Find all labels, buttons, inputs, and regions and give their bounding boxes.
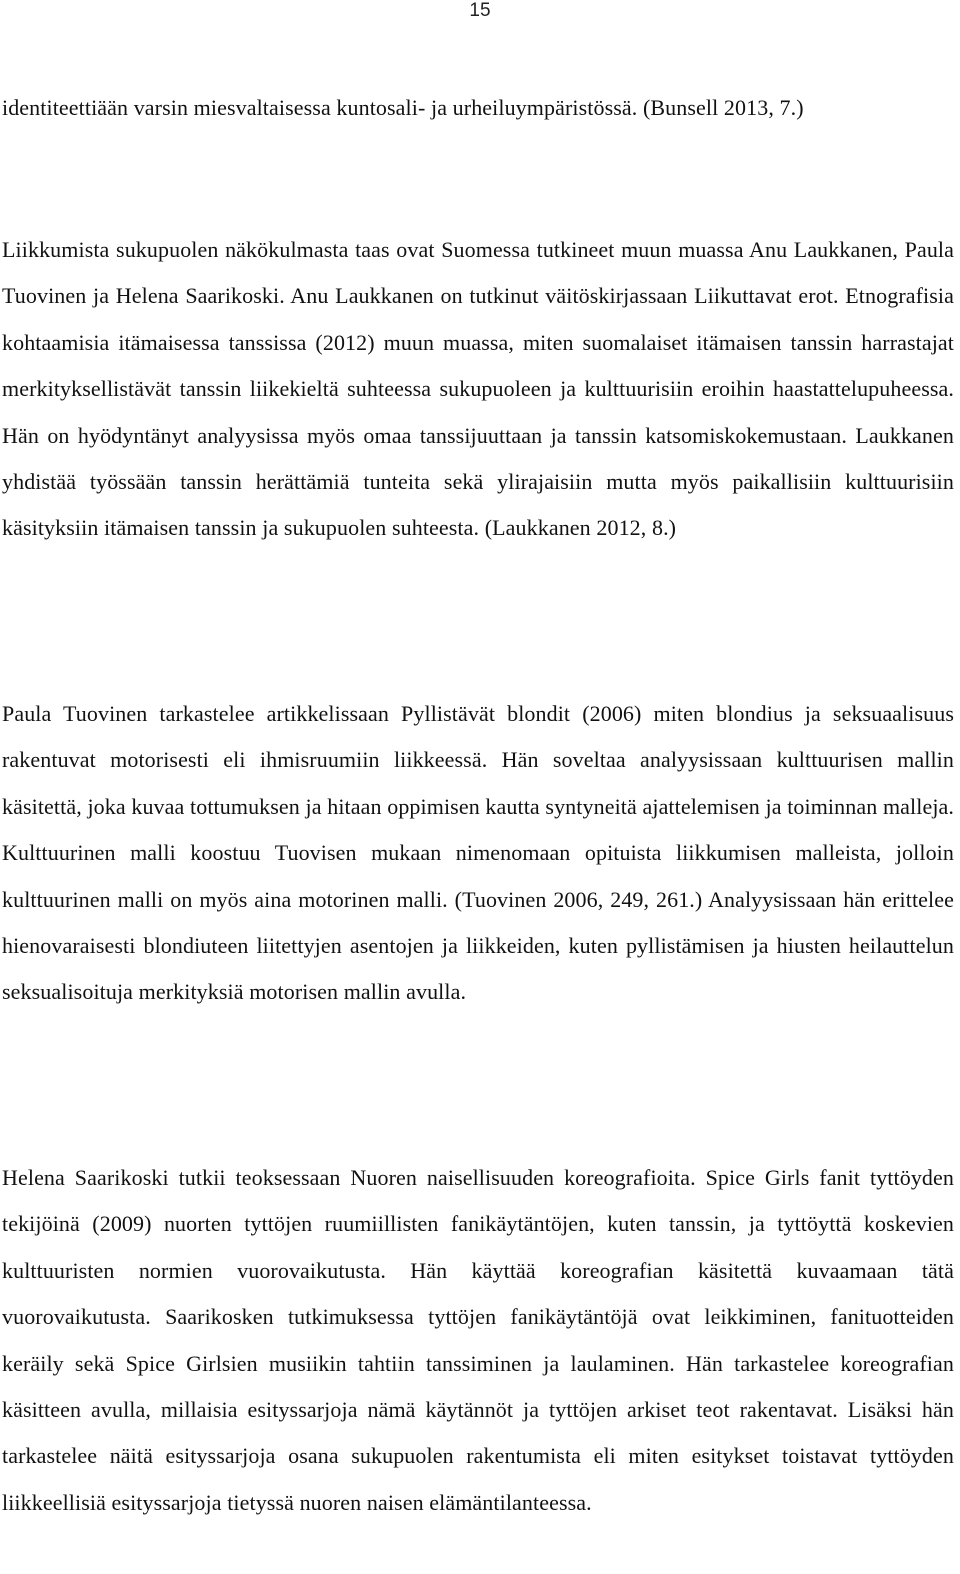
paragraph-saarikoski	[2, 1155, 954, 1526]
paragraph-text-before-title: Paula Tuovinen tarkastelee artikkelissaan	[2, 701, 402, 726]
work-title-saarikoski: Nuoren naisellisuuden koreografioita. Spice Girls fanit tyttöyden tekijöinä	[2, 1165, 954, 1237]
paragraph-text-after-title: (2009) nuorten tyttöjen ruumiillisten fanikäytäntöjen, kuten tanssin, ja tyttöyttä koskevien kulttuuristen normien vuorovaikutusta. Hän käyttää koreografian käsitettä kuvaamaan tätä vuorovaikutusta. Saarikosken tutkimuksessa tyttöjen fanikäytäntöjä ovat leikkiminen, fanituotteiden keräily sekä Spice Girlsien musiikin tahtiin tanssiminen ja laulaminen. Hän tarkastelee koreografian käsitteen avulla, millaisia esityssarjoja nämä käytännöt ja tyttöjen arkiset teot rakentavat. Lisäksi hän tarkastelee näitä esityssarjoja osana sukupuolen rakentumista eli miten esitykset toistavat tyttöyden liikkeellisiä esityssarjoja tietyssä nuoren naisen elämäntilanteessa.	[2, 1211, 954, 1515]
work-title-laukkanen: Liikuttavat erot. Etnografisia kohtaamisia itämaisessa tanssissa	[2, 283, 954, 355]
page-number: 15	[469, 0, 491, 21]
paragraph-text-before-title: Helena Saarikoski tutkii teoksessaan	[2, 1165, 351, 1190]
paragraph-laukkanen	[2, 227, 954, 552]
work-title-tuovinen: Pyllistävät blondit	[401, 701, 571, 726]
paragraph-text-after-title: (2012) muun muassa, miten suomalaiset itämaisen tanssin harrastajat merkityksellistävät tanssin liikekieltä suhteessa sukupuoleen ja kulttuurisiin eroihin haastattelupuheessa. Hän on hyödyntänyt analyysissa myös omaa tanssijuuttaan ja tanssin katsomiskokemustaan. Laukkanen yhdistää työssään tanssin herättämiä tunteita sekä ylirajaisiin mutta myös paikallisiin kulttuurisiin käsityksiin itämaisen tanssin ja sukupuolen suhteesta. (Laukkanen 2012, 8.)	[2, 329, 955, 541]
paragraph-text: identiteettiään varsin miesvaltaisessa kuntosali- ja urheiluympäristössä. (Bunsell 2013, 7.)	[2, 95, 804, 120]
paragraph-text-after-title: (2006) miten blondius ja seksuaalisuus rakentuvat motorisesti eli ihmisruumiin liikkeessä. Hän soveltaa analyysissaan kulttuurisen mallin käsitettä, joka kuvaa tottumuksen ja hitaan oppimisen kautta syntyneitä ajattelemisen ja toiminnan malleja. Kulttuurinen malli koostuu Tuovisen mukaan nimenomaan opituista liikkumisen malleista, jolloin kulttuurinen malli on myös aina motorinen malli. (Tuovinen 2006, 249, 261.) Analyysissaan hän erittelee hienovaraisesti blondiuteen liitettyjen asentojen ja liikkeiden, kuten pyllistämisen ja hiusten heilauttelun seksualisoituja merkityksiä motorisen mallin avulla.	[2, 701, 954, 1005]
paragraph-tuovinen	[2, 691, 954, 1016]
paragraph-text-before-title: Liikkumista sukupuolen näkökulmasta taas ovat Suomessa tutkineet muun muassa Anu Laukkanen, Paula Tuovinen ja Helena Saarikoski. Anu Laukkanen on tutkinut väitöskirjassaan	[2, 237, 954, 309]
paragraph-bunsell-end	[2, 85, 954, 131]
